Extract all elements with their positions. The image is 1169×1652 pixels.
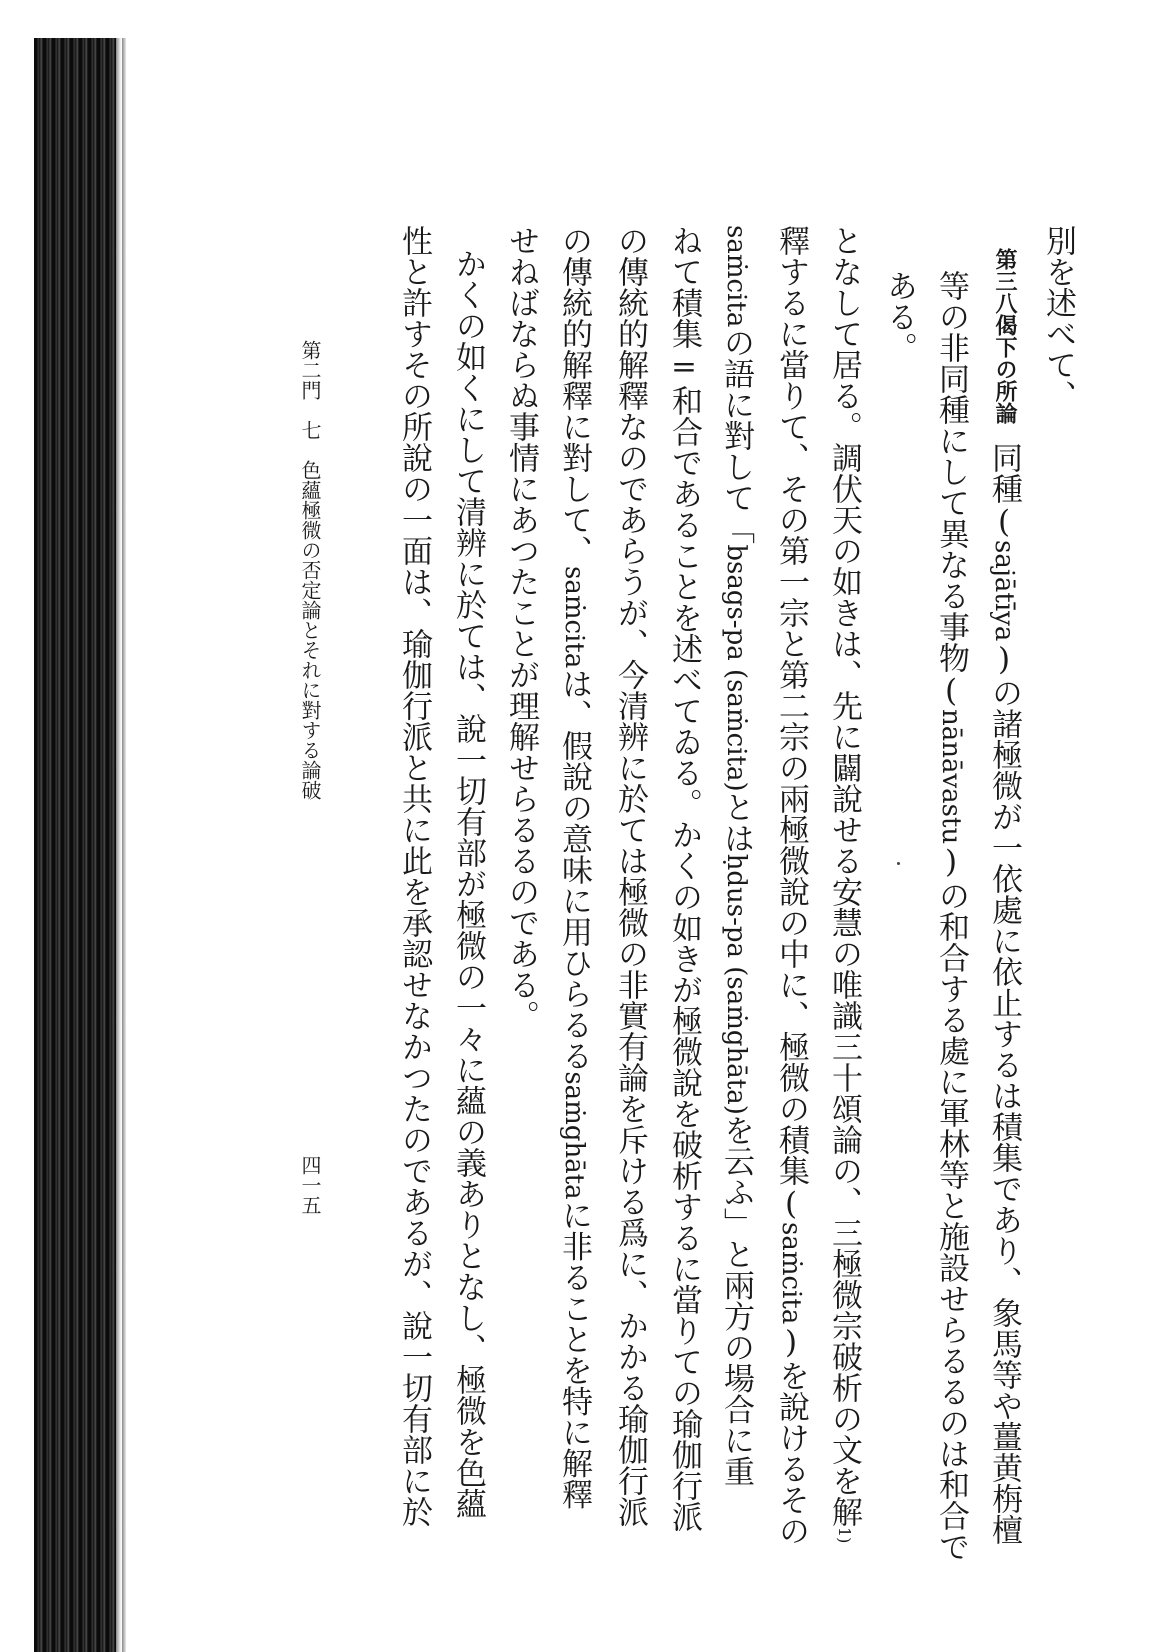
text-segment: 釋するに當りて、その第一宗と第二宗の兩極微說の中に、極微の積集( [773, 225, 809, 1222]
text-segment: ねて積集=和合であることを述べてゐる。かくの如きが極微說を破析するに當りての瑜伽行派 [666, 225, 702, 1532]
ink-speck [897, 862, 900, 865]
text-column [556, 225, 592, 1510]
romanized-term: saṁghāta [559, 1071, 589, 1200]
page-number: 四一五 [298, 1155, 322, 1215]
text-segment: 性と許すその所說の一面は、瑜伽行派と共に此を承認せなかつたのであるが、說一切有部に於 [396, 225, 432, 1527]
section-marker: 第三八偈下の所論 [992, 248, 1017, 424]
text-segment: の傳統的解釋なのであらうが、今清辨に於ては極微の非實有論を斥ける爲に、かかる瑜伽行派 [612, 225, 648, 1527]
text-column [986, 248, 1022, 1546]
text-segment: 別を述べて、 [1040, 225, 1076, 411]
text-segment: は、假說の意味に用ひらるる [556, 668, 592, 1072]
footer-title: 色蘊極微の否定論とそれに對する論破 [298, 460, 322, 800]
text-segment: )の和合する處に軍林等と施設せらるるのは和合で [933, 844, 969, 1563]
text-segment: の傳統的解釋に對して、 [556, 225, 592, 566]
text-column [826, 225, 862, 1544]
text-segment: 等の非同種にして異なる事物( [933, 270, 969, 709]
romanized-term: saṁcita [776, 1222, 806, 1325]
text-segment: の語に對して「 [718, 327, 754, 545]
running-footer [300, 340, 320, 800]
text-column [773, 225, 809, 1547]
text-segment: に非ることを特に解釋 [556, 1199, 592, 1510]
text-column [450, 248, 486, 1519]
text-segment: かくの如くにして清辨に於ては、說一切有部が極微の一々に蘊の義ありとなし、極微を色蘊 [450, 248, 486, 1519]
text-column [881, 270, 917, 363]
text-segment: を云ふ」と兩方の場合に重 [718, 1114, 754, 1487]
text-segment: となして居る。調伏天の如きは、先に闢說せる安慧の唯識三十頌論の、三極微宗破析の文を解 [826, 225, 862, 1527]
text-column [396, 225, 432, 1527]
footnote-ref: 1) [835, 1527, 854, 1544]
romanized-term: saṁcita [559, 566, 589, 669]
book-binding-edge [116, 38, 126, 1652]
romanized-term: nānāvastu [936, 709, 966, 845]
text-segment: 同種( [986, 442, 1022, 540]
romanized-term: ḥdus-pa (saṁghāta) [721, 853, 751, 1115]
text-column [933, 270, 969, 1563]
footer-number: 七 [298, 420, 322, 440]
text-segment: )を說けるその [773, 1324, 809, 1547]
text-column [1040, 225, 1076, 411]
text-column [612, 225, 648, 1527]
romanized-term: saṁcita [721, 225, 751, 328]
romanized-term: bsags-pa (saṁcita) [721, 544, 751, 792]
text-segment: ある。 [881, 270, 917, 363]
romanized-term: sajātīya [989, 540, 1019, 642]
footer-section: 第二門 [298, 340, 322, 400]
text-column [718, 225, 754, 1487]
text-column [666, 225, 702, 1532]
text-segment: せねばならぬ事情にあつたことが理解せらるるのである。 [503, 225, 539, 1031]
text-column [503, 225, 539, 1031]
book-binding-shadow [34, 38, 116, 1652]
text-segment: とは [718, 791, 754, 854]
text-segment: )の諸極微が一依處に依止するは積集であり、象馬等や薑黄栴檀 [986, 641, 1022, 1546]
